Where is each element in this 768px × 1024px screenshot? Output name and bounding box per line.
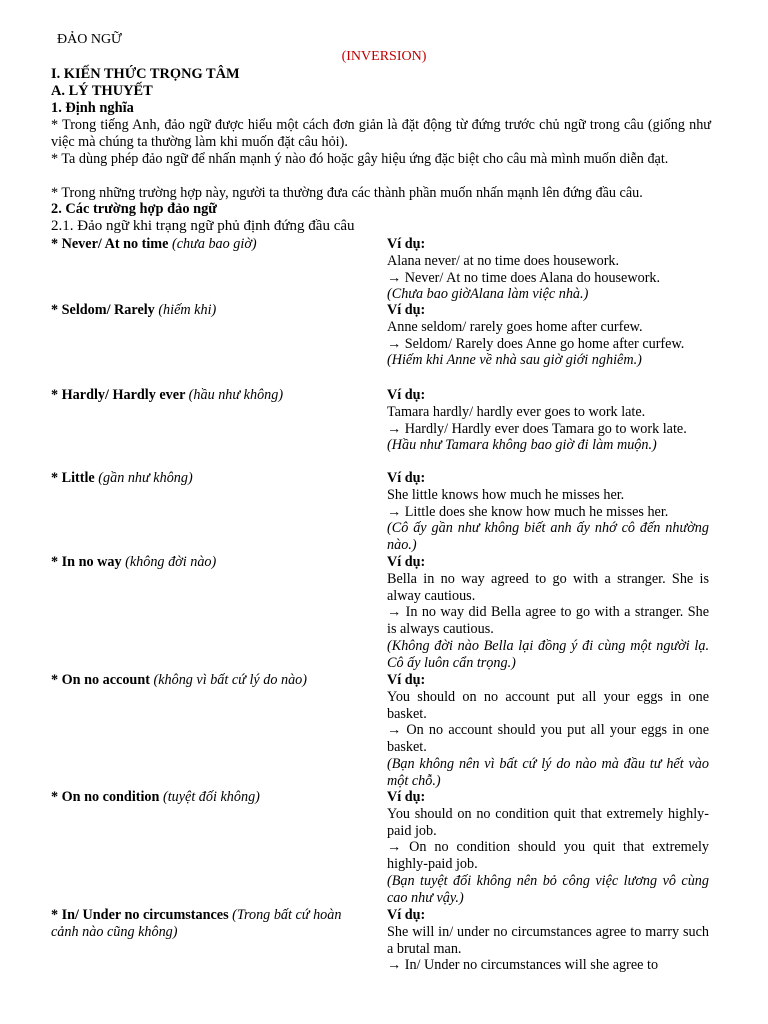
case-term [51,672,371,689]
example-translation: (Chưa bao giờAlana làm việc nhà.) [387,286,589,303]
example-label: Ví dụ: [387,302,426,318]
example-label: Ví dụ: [387,789,426,805]
example-sentence: She will in/ under no circumstances agree to marry such a brutal man. [387,923,709,957]
example-sentence: → On no account should you put all your eggs in one basket. [387,722,709,756]
case-examples [387,907,709,974]
example-translation: (Bạn tuyệt đối không nên bỏ công việc lương vô cùng cao như vậy.) [387,872,709,906]
case-term-keyword: * In no way [51,554,126,570]
example-sentence: → Hardly/ Hardly ever does Tamara go to work late. [387,420,687,437]
document-label: ĐẢO NGỮ [57,32,122,47]
example-sentence: → On no condition should you quit that extremely highly-paid job. [387,839,709,873]
case-examples [387,672,709,790]
example-sentence: You should on no account put all your eggs in one basket. [387,688,709,722]
example-label: Ví dụ: [387,672,426,688]
case-examples [387,387,709,454]
case-term [51,907,371,941]
case-term-gloss: (hiếm khi) [158,302,217,318]
case-term-gloss: (không vì bất cứ lý do nào) [153,672,307,688]
case-term-gloss: (tuyệt đối không) [162,789,260,805]
definition-paragraph-3 [51,185,711,202]
case-term [51,789,371,806]
case-term-keyword: * Never/ At no time [51,236,172,252]
case-term-keyword: * On no condition [51,789,163,805]
case-term-gloss: (không đời nào) [125,554,217,570]
case-term [51,470,371,487]
example-sentence: → Never/ At no time does Alana do housework. [387,269,661,286]
example-label: Ví dụ: [387,907,426,923]
definition-text-1: * Trong tiếng Anh, đảo ngữ được hiểu một cách đơn giản là đặt động từ đứng trước chủ ngữ trong câu (giống như việc mà chúng ta thường làm khi muốn đặt câu hỏi). [51,117,711,150]
example-translation: (Không đời nào Bella lại đồng ý đi cùng một người lạ. Cô ấy luôn cẩn trọng.) [387,637,709,671]
document-subtitle: (INVERSION) [341,49,427,64]
example-translation: (Cô ấy gần như không biết anh ấy nhớ cô đến nhường nào.) [387,520,709,554]
example-translation: (Hầu như Tamara không bao giờ đi làm muộn.) [387,437,657,454]
case-examples [387,554,709,672]
section-heading-definition: 1. Định nghĩa [51,100,134,116]
example-label: Ví dụ: [387,387,426,403]
subsection-heading: 2.1. Đảo ngữ khi trạng ngữ phủ định đứng đầu câu [51,218,355,234]
example-sentence: You should on no condition quit that extremely highly-paid job. [387,805,709,839]
case-term-keyword: * In/ Under no circumstances [51,907,233,923]
example-sentence: Alana never/ at no time does housework. [387,252,620,269]
case-term [51,554,371,571]
definition-paragraph-2 [51,151,711,168]
definition-paragraph-1 [51,117,711,151]
case-term [51,387,371,404]
case-term [51,236,371,253]
example-label: Ví dụ: [387,470,426,486]
section-heading-cases: 2. Các trường hợp đảo ngữ [51,201,217,217]
example-label: Ví dụ: [387,236,426,252]
case-examples [387,302,709,369]
case-examples [387,236,709,303]
example-sentence: She little knows how much he misses her. [387,486,625,503]
definition-text-2: * Ta dùng phép đảo ngữ để nhấn mạnh ý nào đó hoặc gây hiệu ứng đặc biệt cho câu mà mình muốn diễn đạt. [51,151,669,167]
case-term-gloss: (gần như không) [98,470,193,486]
example-sentence: Tamara hardly/ hardly ever goes to work late. [387,403,646,420]
example-translation: (Hiếm khi Anne về nhà sau giờ giới nghiêm.) [387,352,642,369]
definition-text-3: * Trong những trường hợp này, người ta thường đưa các thành phần muốn nhấn mạnh lên đứng đầu câu. [51,185,643,201]
example-translation: (Bạn không nên vì bất cứ lý do nào mà đầu tư hết vào một chỗ.) [387,755,709,789]
example-sentence: Bella in no way agreed to go with a stranger. She is alway cautious. [387,570,709,604]
case-term-gloss: (chưa bao giờ) [171,236,257,252]
example-sentence: → Seldom/ Rarely does Anne go home after curfew. [387,335,685,352]
case-term [51,302,371,319]
case-term-keyword: * Little [51,470,99,486]
case-term-keyword: * Hardly/ Hardly ever [51,387,189,403]
case-term-gloss: (Trong bất cứ hoàn cảnh nào cũng không) [51,907,342,940]
case-examples [387,470,709,554]
example-sentence: → In no way did Bella agree to go with a stranger. She is always cautious. [387,604,709,638]
example-sentence: → In/ Under no circumstances will she agree to [387,957,659,974]
case-term-keyword: * On no account [51,672,154,688]
section-heading-1: I. KIẾN THỨC TRỌNG TÂM [51,66,240,82]
case-term-gloss: (hầu như không) [188,387,284,403]
case-term-keyword: * Seldom/ Rarely [51,302,159,318]
case-examples [387,789,709,907]
example-sentence: Anne seldom/ rarely goes home after curfew. [387,318,643,335]
section-heading-a: A. LÝ THUYẾT [51,83,153,99]
example-label: Ví dụ: [387,554,426,570]
example-sentence: → Little does she know how much he misses her. [387,503,669,520]
